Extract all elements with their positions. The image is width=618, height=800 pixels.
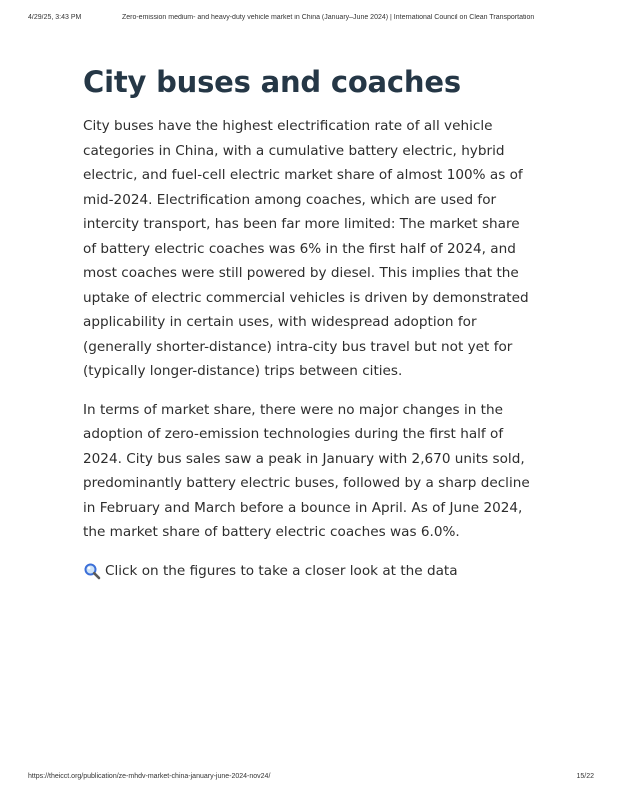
- print-footer: [28, 773, 594, 780]
- section-heading: City buses and coaches: [83, 65, 461, 99]
- article-section: [83, 64, 533, 583]
- print-url: https://theicct.org/publication/ze-mhdv-market-china-january-june-2024-nov24/: [28, 773, 271, 780]
- paragraph-city-buses: City buses have the highest electrification rate of all vehicle categories in China, with a cumulative battery electric, hybrid electric, and fuel-cell electric market share of almost 100% as of mid-2024. Electrification among coaches, which are used for intercity transport, has been far more limited: The market share of battery electric coaches was 6% in the first half of 2024, and most coaches were still powered by diesel. This implies that the uptake of electric commercial vehicles is driven by demonstrated applicability in certain uses, with widespread adoption for (generally shorter-distance) intra-city bus travel but not yet for (typically longer-distance) trips between cities.: [83, 118, 529, 379]
- paragraph-market-share: In terms of market share, there were no major changes in the adoption of zero-emission technologies during the first half of 2024. City bus sales saw a peak in January with 2,670 units sold, predominantly battery electric buses, followed by a sharp decline in February and March before a bounce in April. As of June 2024, the market share of battery electric coaches was 6.0%.: [83, 401, 530, 540]
- hint-text: Click on the figures to take a closer look at the data: [105, 562, 458, 579]
- print-date: 4/29/25, 3:43 PM: [28, 14, 82, 21]
- print-page-title: Zero-emission medium- and heavy-duty vehicle market in China (January–June 2024) | International Council on Clean Transportation: [121, 14, 535, 21]
- page-number: 15/22: [576, 773, 594, 780]
- print-header: [28, 14, 598, 21]
- figure-hint: [83, 559, 533, 583]
- magnifying-glass-icon: [83, 562, 101, 580]
